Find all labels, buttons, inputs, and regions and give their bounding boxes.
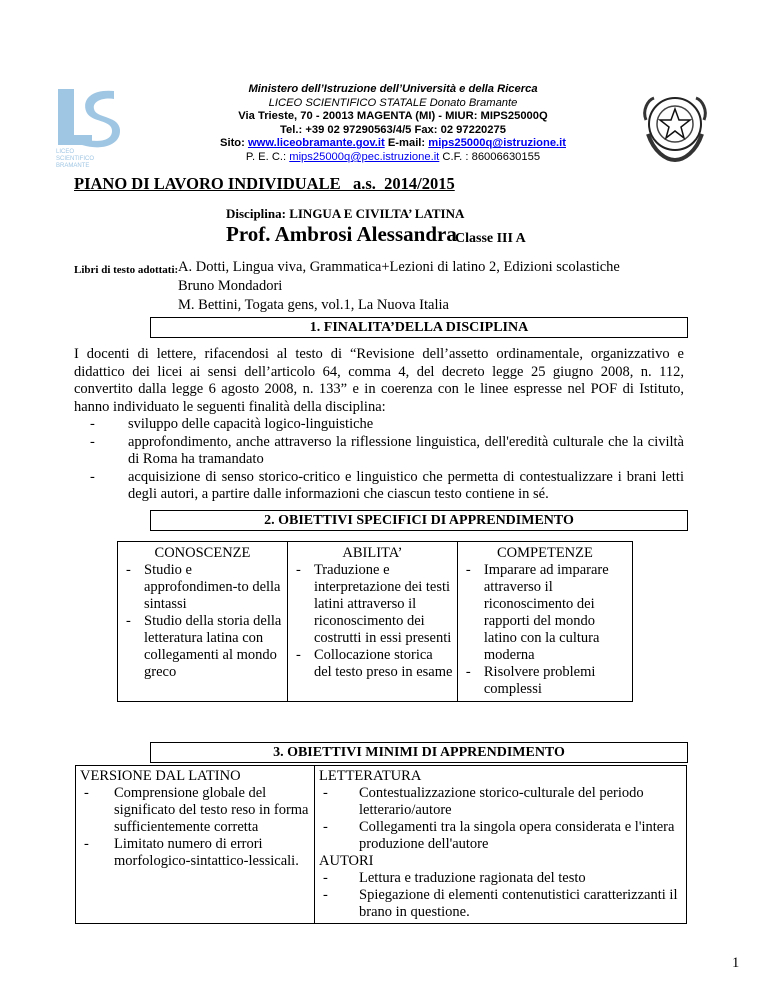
page-title: PIANO DI LAVORO INDIVIDUALE a.s. 2014/2015	[74, 174, 455, 193]
textbook-line: M. Bettini, Togata gens, vol.1, La Nuova Italia	[178, 297, 449, 313]
list-item: - Limitato numero di errori morfologico-sintattico-lessicali.	[80, 836, 310, 870]
logo-text-2: SCIENTIFICO	[56, 156, 95, 162]
column-header: CONOSCENZE	[154, 545, 251, 561]
web-line	[150, 137, 636, 151]
pec-label: P. E. C.:	[245, 150, 290, 163]
discipline-label: Disciplina: LINGUA E CIVILTA’ LATINA	[226, 206, 465, 221]
list-item: - Contestualizzazione storico-culturale del periodo letterario/autore	[319, 785, 682, 819]
school-name-line: LICEO SCIENTIFICO STATALE Donato Bramante	[268, 96, 518, 109]
list-item: - Collegamenti tra la singola opera considerata e l'intera produzione dell'autore	[319, 819, 682, 853]
school-header	[150, 83, 636, 165]
skills-column	[287, 542, 457, 702]
section-1-body	[74, 346, 684, 504]
column-header: COMPETENZE	[497, 545, 593, 561]
list-item: - Studio e approfondimen-to della sintassi	[122, 562, 283, 613]
email-label: E-mail:	[384, 137, 429, 150]
list-item: - Spiegazione di elementi contenutistici caratterizzanti il brano in questione.	[319, 887, 682, 921]
pec-link[interactable]: mips25000q@pec.istruzione.it	[289, 150, 440, 163]
logo-text-3: BRAMANTE	[56, 163, 90, 169]
cf-text: C.F. : 86006630155	[439, 150, 541, 163]
column-header: VERSIONE DAL LATINO	[80, 768, 241, 784]
section-2-heading: 2. OBIETTIVI SPECIFICI DI APPRENDIMENTO	[150, 510, 688, 531]
pec-line	[150, 151, 636, 165]
ministry-line: Ministero dell’Istruzione dell’Università e della Ricerca	[248, 83, 538, 95]
list-item: - Imparare ad imparare attraverso il riconoscimento dei rapporti del mondo latino con la cultura moderna	[462, 562, 628, 664]
school-logo	[52, 85, 152, 170]
literature-column	[315, 766, 687, 924]
textbook-line: A. Dotti, Lingua viva, Grammatica+Lezioni di latino 2, Edizioni scolastiche	[178, 259, 620, 275]
page-number: 1	[732, 955, 740, 971]
finality-item: - sviluppo delle capacità logico-linguistiche	[74, 416, 684, 434]
textbooks-list	[178, 258, 698, 315]
list-item: - Studio della storia della letteratura latina con collegamenti al mondo greco	[122, 613, 283, 681]
knowledge-column	[118, 542, 288, 702]
objectives-table	[117, 541, 633, 702]
email-link[interactable]: mips25000q@istruzione.it	[428, 137, 566, 150]
column-header: LETTERATURA	[319, 768, 422, 784]
finality-item: - acquisizione di senso storico-critico e linguistico che permetta di contestualizzare i brani letti degli autori, a partire dalle informazioni che ciascun testo contiene in sé.	[74, 469, 684, 504]
column-header: AUTORI	[319, 853, 374, 869]
textbooks-label: Libri di testo adottati:	[74, 264, 179, 276]
competences-column	[457, 542, 632, 702]
site-link[interactable]: www.liceobramante.gov.it	[247, 137, 385, 150]
list-item: - Lettura e traduzione ragionata del testo	[319, 870, 682, 887]
section-1-intro: I docenti di lettere, rifacendosi al testo di “Revisione dell’assetto ordinamentale, organizzativo e didattico dei licei ai sensi dell’articolo 64, comma 4, del decreto legge 25 giugno 2008, n. 112, convertito dalla legge 6 agosto 2008, n. 133” e in coerenza con le linee espresse nel POF di Istituto, hanno individuato le seguenti finalità della disciplina:	[74, 346, 684, 415]
column-header: ABILITA’	[342, 545, 403, 561]
list-item: - Risolvere problemi complessi	[462, 664, 628, 698]
list-item: - Traduzione e interpretazione dei testi latini attraverso il riconoscimento dei costrutti in essi presenti	[292, 562, 453, 647]
textbook-line: Bruno Mondadori	[178, 278, 283, 294]
finality-item: - approfondimento, anche attraverso la riflessione linguistica, dell'eredità culturale che la civiltà di Roma ha tramandato	[74, 434, 684, 469]
section-1-heading: 1. FINALITA’DELLA DISCIPLINA	[150, 317, 688, 338]
site-label: Sito:	[220, 137, 248, 150]
list-item: - Comprensione globale del significato del testo reso in forma sufficientemente corretta	[80, 785, 310, 836]
list-item: - Collocazione storica del testo preso in esame	[292, 647, 453, 681]
republic-emblem-icon	[640, 90, 710, 165]
logo-text-1: LICEO	[56, 149, 75, 155]
minimum-objectives-table	[75, 765, 687, 924]
phone-line: Tel.: +39 02 97290563/4/5 Fax: 02 97220275	[280, 123, 506, 136]
section-3-heading: 3. OBIETTIVI MINIMI DI APPRENDIMENTO	[150, 742, 688, 763]
translation-column	[76, 766, 315, 924]
teacher-name: Prof. Ambrosi Alessandra	[226, 222, 457, 246]
address-line: Via Trieste, 70 - 20013 MAGENTA (MI) - MIUR: MIPS25000Q	[238, 110, 548, 123]
class-label: Classe III A	[455, 231, 526, 246]
